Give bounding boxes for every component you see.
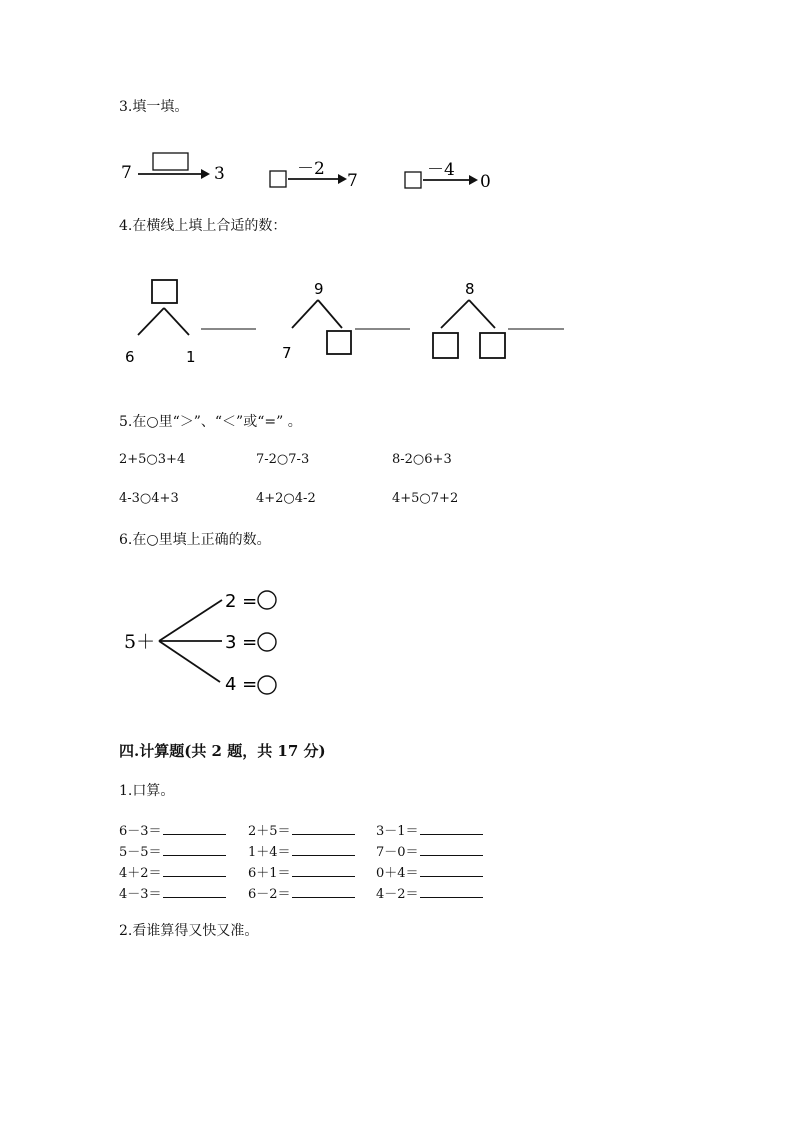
q6-fan-diagram: [115, 580, 315, 705]
answer-box[interactable]: [405, 172, 421, 188]
answer-blank[interactable]: [163, 864, 226, 877]
arrow-2-right: 7: [347, 171, 358, 191]
answer-blank[interactable]: [292, 864, 355, 877]
fan-branch-1: 2 =: [225, 591, 258, 612]
bond-3-top: 8: [465, 280, 475, 298]
arrow-head-icon: [201, 169, 210, 179]
c2-title: 2.看谁算得又快又准。: [119, 923, 259, 939]
compare-item[interactable]: 8-2○6+3: [392, 452, 452, 467]
answer-circle[interactable]: [258, 676, 276, 694]
arrow-1-right: 3: [214, 164, 225, 184]
arrow-diagram-3: [405, 160, 491, 192]
c1-title: 1.口算。: [119, 783, 175, 799]
answer-blank[interactable]: [292, 885, 355, 898]
arrow-3-op: －4: [427, 160, 455, 180]
calc-item: 2＋5＝: [248, 824, 291, 839]
answer-blank[interactable]: [292, 822, 355, 835]
answer-blank[interactable]: [163, 843, 226, 856]
arrow-head-icon: [338, 174, 347, 184]
calc-item: 1＋4＝: [248, 845, 291, 860]
bond-2-left: 7: [282, 344, 292, 362]
answer-circle[interactable]: [258, 591, 276, 609]
answer-box[interactable]: [327, 331, 351, 354]
calc-item: 6＋1＝: [248, 866, 291, 881]
compare-item[interactable]: 4-3○4+3: [119, 491, 179, 506]
calc-item: 6－3＝: [119, 824, 162, 839]
compare-item[interactable]: 7-2○7-3: [256, 452, 310, 467]
compare-item[interactable]: 2+5○3+4: [119, 452, 186, 467]
number-bond-3: [433, 280, 564, 358]
arrow-2-op: －2: [297, 159, 325, 179]
compare-item[interactable]: 4+5○7+2: [392, 491, 459, 506]
bond-1-left: 6: [125, 348, 135, 366]
answer-blank[interactable]: [292, 843, 355, 856]
calc-item: 6－2＝: [248, 887, 291, 902]
arrow-1-left: 7: [121, 163, 132, 183]
calc-item: 0＋4＝: [376, 866, 419, 881]
answer-blank[interactable]: [420, 864, 483, 877]
arrow-diagram-2: [270, 159, 358, 191]
calc-item: 4－3＝: [119, 887, 162, 902]
answer-blank[interactable]: [420, 843, 483, 856]
answer-blank[interactable]: [420, 822, 483, 835]
answer-box[interactable]: [270, 171, 286, 187]
calc-item: 4＋2＝: [119, 866, 162, 881]
section-heading: 四.计算题(共 2 题，共 17 分): [119, 742, 326, 760]
arrow-diagram-1: [121, 153, 225, 184]
q4-title: 4.在横线上填上合适的数：: [119, 218, 287, 234]
arrow-head-icon: [469, 175, 478, 185]
q4-number-bonds: [110, 270, 580, 370]
calc-item: 5－5＝: [119, 845, 162, 860]
answer-box[interactable]: [153, 153, 188, 170]
answer-circle[interactable]: [258, 633, 276, 651]
compare-item[interactable]: 4+2○4-2: [256, 491, 316, 506]
arrow-3-right: 0: [480, 172, 491, 192]
answer-box[interactable]: [152, 280, 177, 303]
bond-2-top: 9: [314, 280, 324, 298]
calc-item: 4－2＝: [376, 887, 419, 902]
answer-box[interactable]: [480, 333, 505, 358]
fan-branch-2: 3 =: [225, 632, 258, 653]
bond-1-right: 1: [186, 348, 196, 366]
calc-item: 3－1＝: [376, 824, 419, 839]
calc-item: 7－0＝: [376, 845, 419, 860]
answer-blank[interactable]: [163, 822, 226, 835]
q3-arrow-diagrams: [110, 145, 510, 195]
answer-blank[interactable]: [420, 885, 483, 898]
answer-blank[interactable]: [163, 885, 226, 898]
q5-title: 5.在○里“＞”、“＜”或“=” 。: [119, 414, 302, 430]
q6-title: 6.在○里填上正确的数。: [119, 532, 271, 548]
number-bond-1: [125, 280, 256, 366]
q3-title: 3.填一填。: [119, 99, 189, 115]
fan-branch-3: 4 =: [225, 674, 258, 695]
fan-base: 5＋: [124, 631, 156, 653]
number-bond-2: [282, 280, 410, 362]
answer-box[interactable]: [433, 333, 458, 358]
